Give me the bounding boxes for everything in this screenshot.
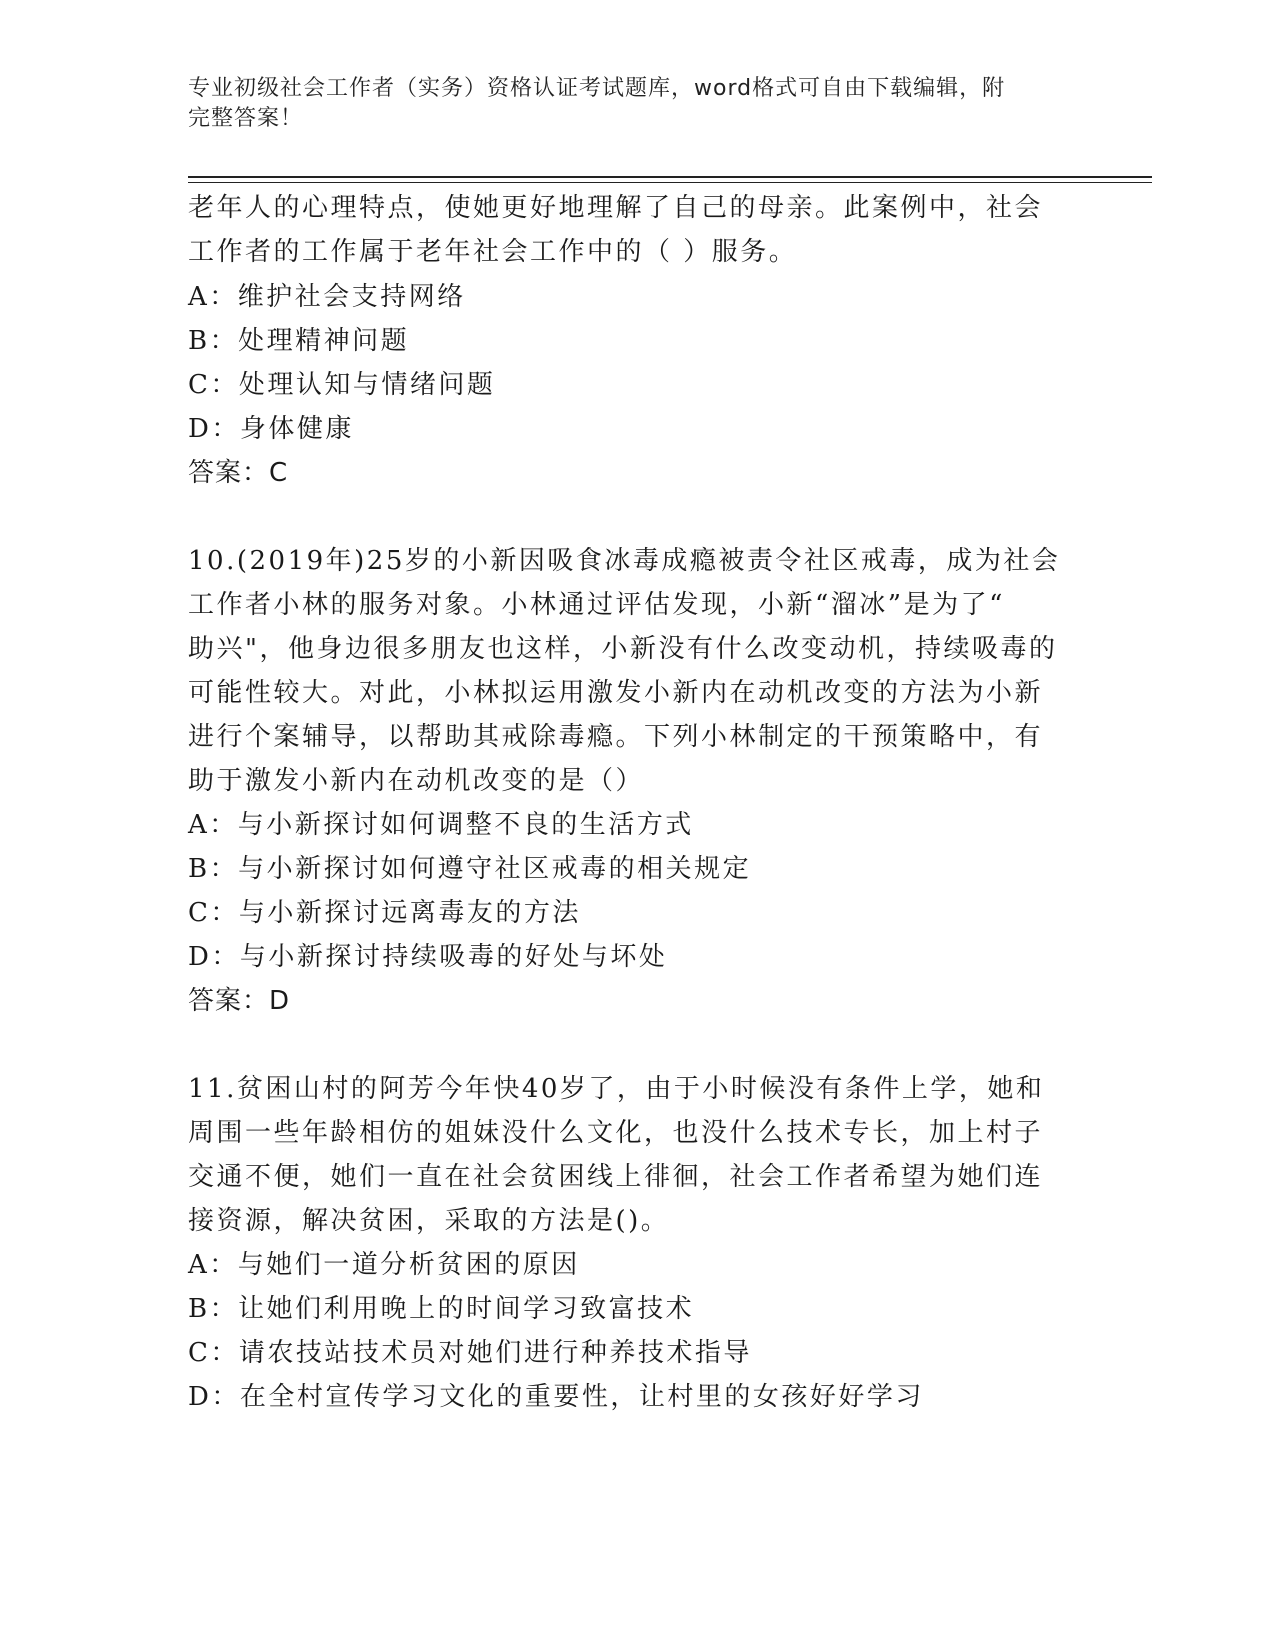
question-stem-line: 11.贫困山村的阿芳今年快40岁了，由于小时候没有条件上学，她和 — [188, 1074, 1045, 1104]
question-stem-line: 进行个案辅导，以帮助其戒除毒瘾。下列小林制定的干预策略中，有 — [188, 722, 1044, 752]
question-stem-line: 工作者的工作属于老年社会工作中的（ ）服务。 — [188, 237, 798, 267]
question-stem-line: 可能性较大。对此，小林拟运用激发小新内在动机改变的方法为小新 — [188, 678, 1044, 708]
question-stem-line: 老年人的心理特点，使她更好地理解了自己的母亲。此案例中，社会 — [188, 193, 1044, 223]
option-c: C：处理认知与情绪问题 — [188, 370, 496, 400]
option-c: C：请农技站技术员对她们进行种养技术指导 — [188, 1338, 752, 1368]
answer-label: 答案：C — [188, 458, 289, 488]
option-d: D：与小新探讨持续吸毒的好处与坏处 — [188, 942, 668, 972]
question-stem-line: 助于激发小新内在动机改变的是（） — [188, 766, 645, 796]
question-stem-line: 交通不便，她们一直在社会贫困线上徘徊，社会工作者希望为她们连 — [188, 1162, 1044, 1192]
option-b: B：让她们利用晚上的时间学习致富技术 — [188, 1294, 695, 1324]
header-divider-thick — [188, 176, 1152, 178]
option-a: A：与小新探讨如何调整不良的生活方式 — [188, 810, 694, 840]
answer-label: 答案：D — [188, 986, 291, 1016]
option-d: D：在全村宣传学习文化的重要性，让村里的女孩好好学习 — [188, 1382, 924, 1412]
option-d: D：身体健康 — [188, 414, 354, 444]
question-stem-line: 周围一些年龄相仿的姐妹没什么文化，也没什么技术专长，加上村子 — [188, 1118, 1044, 1148]
option-a: A：维护社会支持网络 — [188, 282, 466, 312]
option-c: C：与小新探讨远离毒友的方法 — [188, 898, 581, 928]
question-stem-line: 助兴"，他身边很多朋友也这样，小新没有什么改变动机，持续吸毒的 — [188, 634, 1058, 664]
question-stem-line: 接资源，解决贫困，采取的方法是()。 — [188, 1206, 670, 1236]
header-line-2: 完整答案！ — [188, 106, 304, 131]
option-a: A：与她们一道分析贫困的原因 — [188, 1250, 580, 1280]
option-b: B：与小新探讨如何遵守社区戒毒的相关规定 — [188, 854, 752, 884]
header-text — [188, 74, 1068, 134]
header-line-1: 专业初级社会工作者（实务）资格认证考试题库，word格式可自由下载编辑，附 — [188, 76, 1006, 101]
question-stem-line: 工作者小林的服务对象。小林通过评估发现，小新“溜冰”是为了“ — [188, 590, 1005, 620]
option-b: B：处理精神问题 — [188, 326, 410, 356]
header-divider-thin — [188, 182, 1152, 183]
question-stem-line: 10.(2019年)25岁的小新因吸食冰毒成瘾被责令社区戒毒，成为社会 — [188, 546, 1061, 576]
